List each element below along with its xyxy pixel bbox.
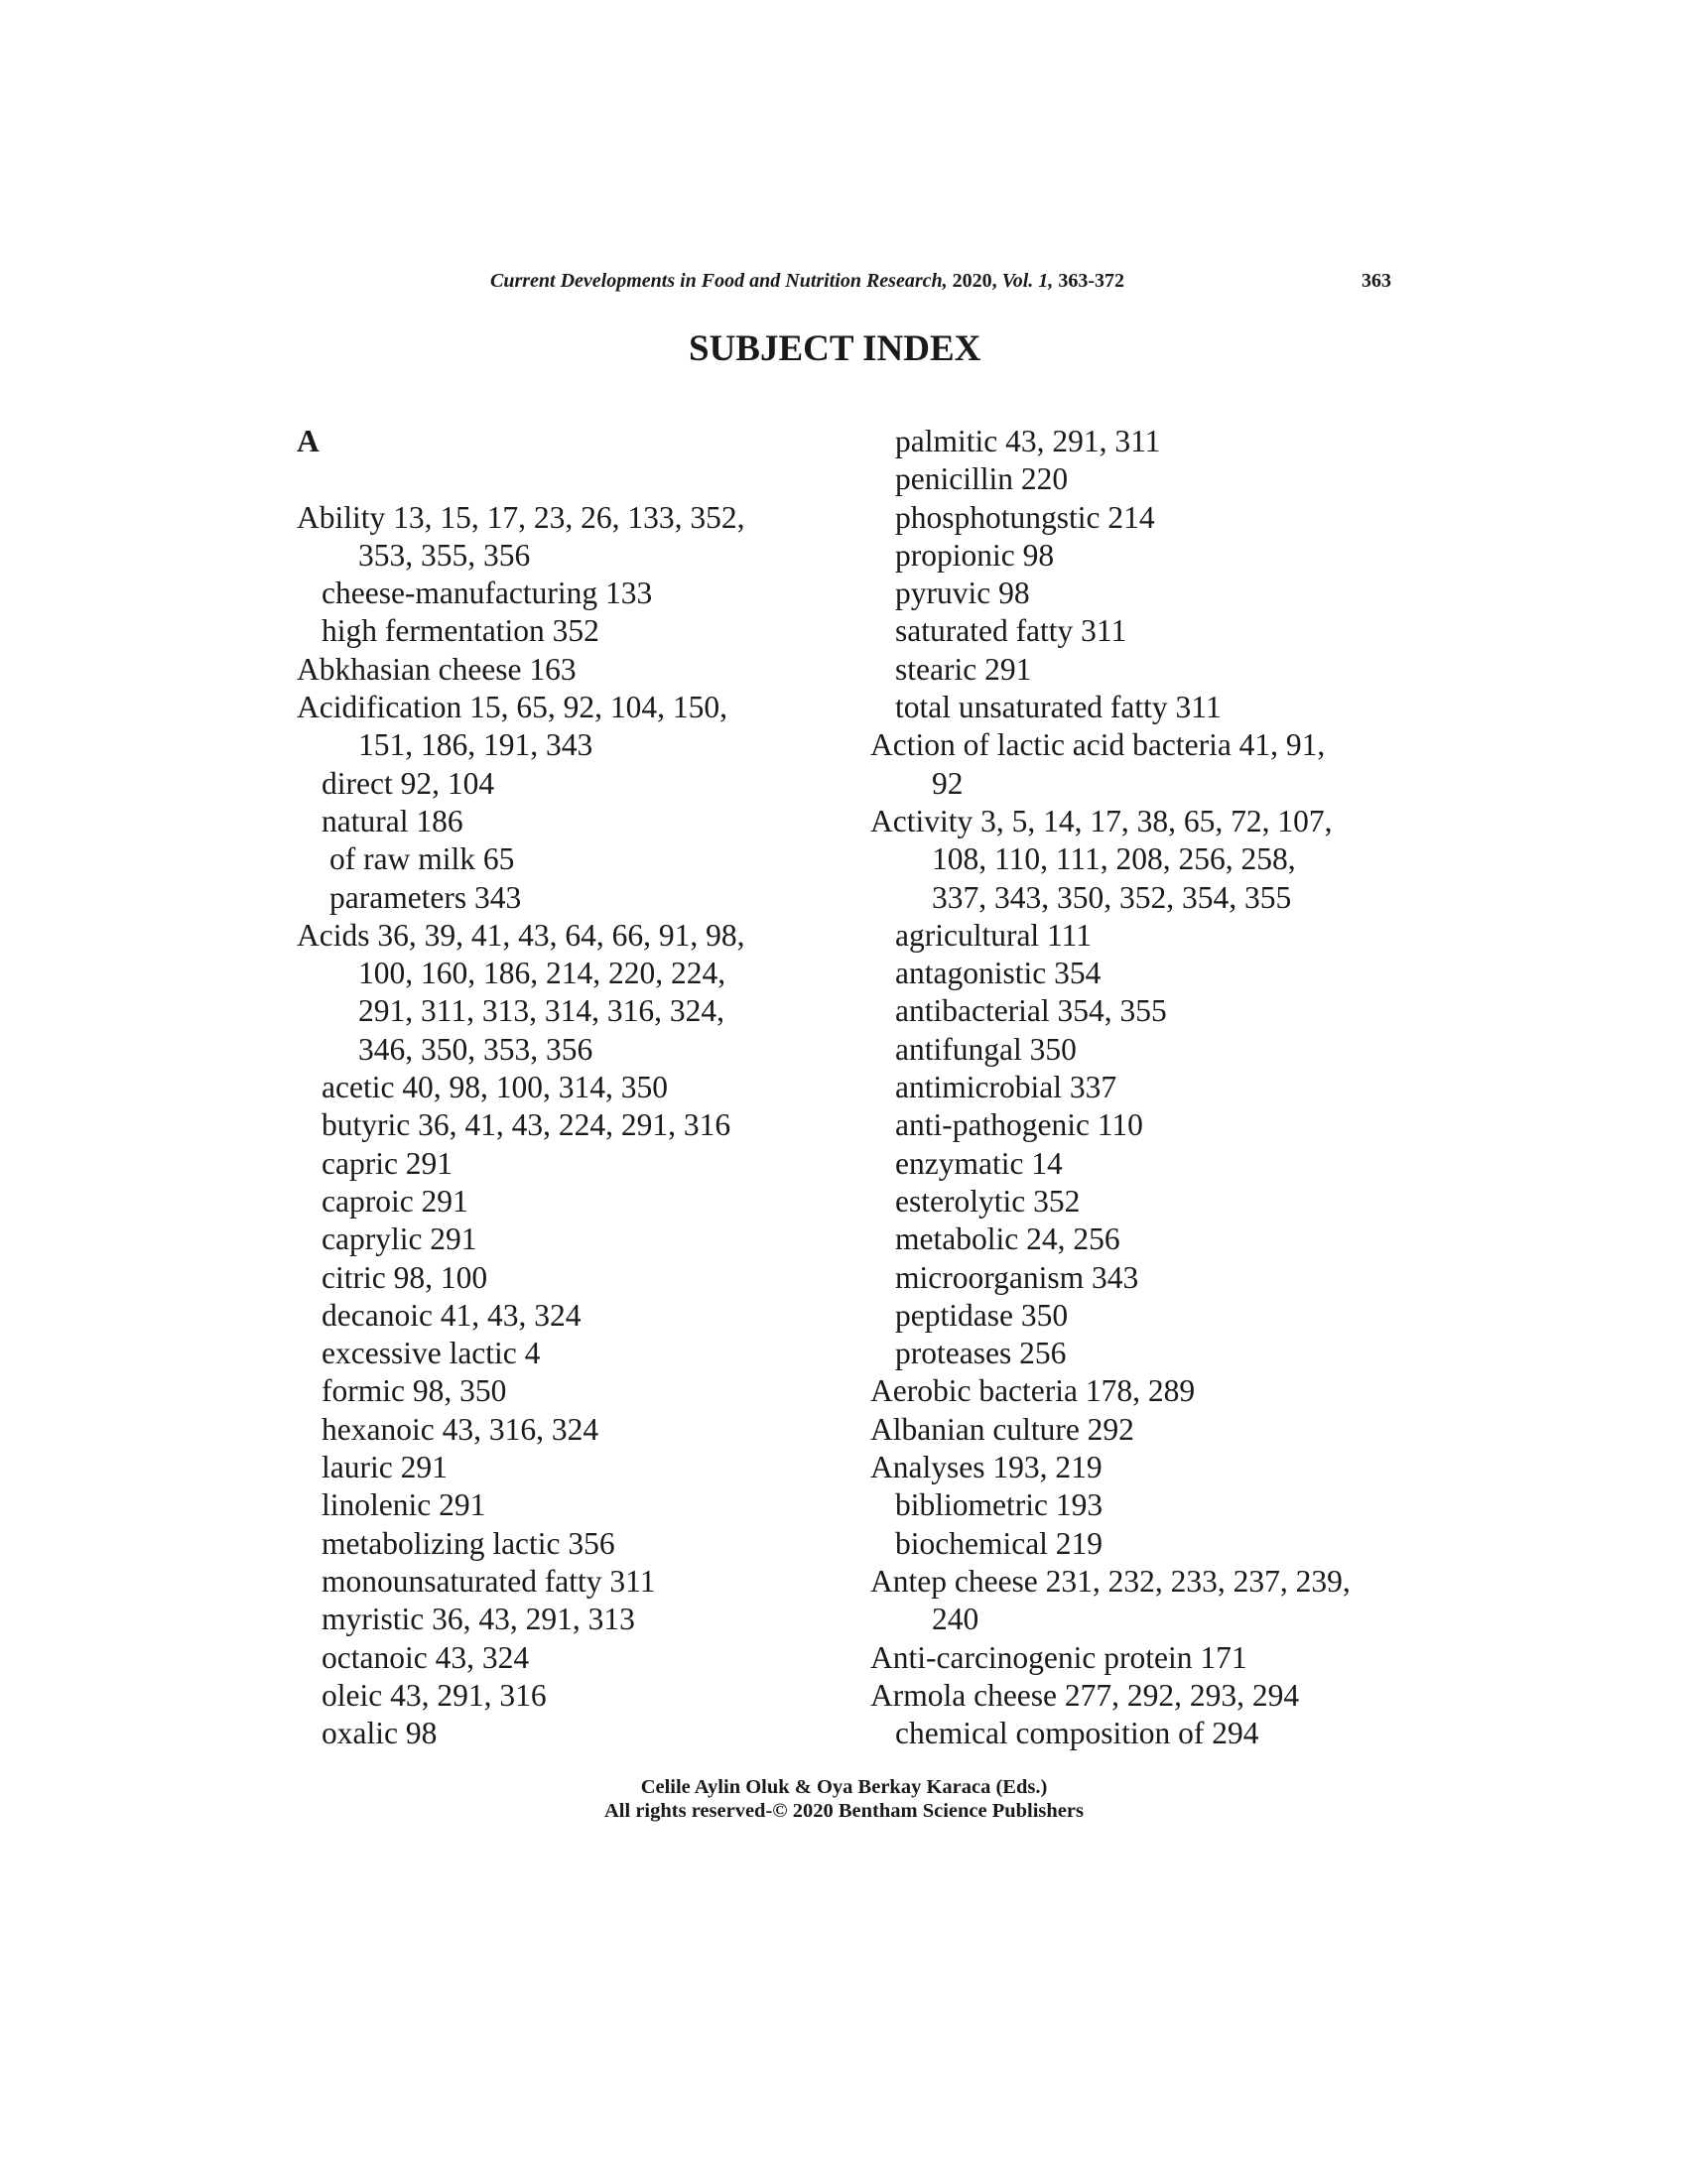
index-entry: Albanian culture 292 — [870, 1411, 1134, 1447]
index-subentry: 337, 343, 350, 352, 354, 355 — [932, 879, 1292, 915]
index-entry: Analyses 193, 219 — [870, 1450, 1103, 1485]
index-subentry: octanoic 43, 324 — [322, 1639, 530, 1675]
index-subentry: 346, 350, 353, 356 — [358, 1031, 593, 1067]
index-subentry: chemical composition of 294 — [895, 1716, 1259, 1751]
year: 2020, — [952, 270, 997, 292]
index-subentry: oxalic 98 — [322, 1716, 438, 1751]
footer-copyright: All rights reserved-© 2020 Bentham Science Publishers — [604, 1800, 1084, 1822]
index-subentry: formic 98, 350 — [322, 1373, 507, 1409]
index-subentry: of raw milk 65 — [329, 841, 515, 877]
index-subentry: hexanoic 43, 316, 324 — [322, 1411, 599, 1447]
index-entry: Aerobic bacteria 178, 289 — [870, 1373, 1196, 1409]
index-subentry: lauric 291 — [322, 1450, 448, 1485]
page-range: 363-372 — [1058, 270, 1124, 292]
index-subentry: peptidase 350 — [895, 1297, 1069, 1333]
blank-line — [297, 460, 852, 498]
index-subentry: caproic 291 — [322, 1183, 468, 1219]
index-subentry: antibacterial 354, 355 — [895, 993, 1167, 1029]
index-entry: Anti-carcinogenic protein 171 — [870, 1639, 1247, 1675]
index-entry: Acids 36, 39, 41, 43, 64, 66, 91, 98, — [297, 917, 745, 953]
index-subentry: excessive lactic 4 — [322, 1336, 541, 1371]
index-subentry: antifungal 350 — [895, 1031, 1077, 1067]
index-subentry: 240 — [932, 1602, 979, 1637]
index-subentry: natural 186 — [322, 803, 463, 838]
index-subentry: 92 — [932, 765, 964, 801]
index-subentry: metabolizing lactic 356 — [322, 1525, 615, 1561]
running-head — [490, 270, 1124, 293]
index-subentry: monounsaturated fatty 311 — [322, 1563, 656, 1599]
index-subentry: phosphotungstic 214 — [895, 499, 1155, 535]
index-subentry: enzymatic 14 — [895, 1145, 1063, 1181]
journal-title: Current Developments in Food and Nutrition Research, — [490, 270, 948, 292]
index-subentry: high fermentation 352 — [322, 613, 599, 649]
index-entry: Activity 3, 5, 14, 17, 38, 65, 72, 107, — [870, 803, 1333, 838]
index-subentry: oleic 43, 291, 316 — [322, 1677, 547, 1713]
index-subentry: parameters 343 — [329, 879, 522, 915]
index-subentry: propionic 98 — [895, 537, 1055, 573]
index-subentry: bibliometric 193 — [895, 1487, 1104, 1523]
index-subentry: palmitic 43, 291, 311 — [895, 424, 1161, 458]
index-subentry: esterolytic 352 — [895, 1183, 1081, 1219]
index-entry: Action of lactic acid bacteria 41, 91, — [870, 727, 1326, 763]
index-subentry: total unsaturated fatty 311 — [895, 690, 1222, 725]
index-entry: Ability 13, 15, 17, 23, 26, 133, 352, — [297, 499, 745, 535]
index-subentry: linolenic 291 — [322, 1487, 486, 1523]
index-subentry: 100, 160, 186, 214, 220, 224, — [358, 956, 726, 991]
index-subentry: stearic 291 — [895, 651, 1032, 687]
index-subentry: 151, 186, 191, 343 — [358, 727, 593, 763]
index-column-left — [297, 423, 852, 1752]
index-subentry: biochemical 219 — [895, 1525, 1104, 1561]
index-subentry: citric 98, 100 — [322, 1259, 488, 1295]
index-subentry: butyric 36, 41, 43, 224, 291, 316 — [322, 1107, 731, 1143]
index-subentry: saturated fatty 311 — [895, 613, 1127, 649]
index-column-right — [870, 423, 1426, 1752]
index-subentry: microorganism 343 — [895, 1259, 1139, 1295]
footer-editors: Celile Aylin Oluk & Oya Berkay Karaca (Eds.) — [640, 1776, 1048, 1798]
index-subentry: pyruvic 98 — [895, 576, 1030, 611]
index-subentry: 291, 311, 313, 314, 316, 324, — [358, 993, 724, 1029]
volume: Vol. 1, — [1001, 270, 1054, 292]
index-subentry: caprylic 291 — [322, 1221, 477, 1257]
index-entry: Armola cheese 277, 292, 293, 294 — [870, 1677, 1300, 1713]
index-subentry: antimicrobial 337 — [895, 1070, 1117, 1105]
page-number: 363 — [1362, 270, 1391, 292]
index-subentry: decanoic 41, 43, 324 — [322, 1297, 582, 1333]
index-entry: Acidification 15, 65, 92, 104, 150, — [297, 690, 727, 725]
index-subentry: penicillin 220 — [895, 461, 1069, 497]
index-subentry: agricultural 111 — [895, 917, 1092, 953]
index-subentry: myristic 36, 43, 291, 313 — [322, 1602, 635, 1637]
index-subentry: capric 291 — [322, 1145, 454, 1181]
index-subentry: 108, 110, 111, 208, 256, 258, — [932, 841, 1296, 877]
page-title-text: SUBJECT INDEX — [689, 328, 981, 369]
index-entry: Abkhasian cheese 163 — [297, 651, 577, 687]
index-subentry: antagonistic 354 — [895, 956, 1102, 991]
index-subentry: acetic 40, 98, 100, 314, 350 — [322, 1070, 669, 1105]
index-subentry: 353, 355, 356 — [358, 537, 531, 573]
index-subentry: metabolic 24, 256 — [895, 1221, 1120, 1257]
index-subentry: proteases 256 — [895, 1336, 1067, 1371]
section-letter: A — [297, 424, 320, 458]
index-subentry: anti-pathogenic 110 — [895, 1107, 1143, 1143]
index-subentry: direct 92, 104 — [322, 765, 495, 801]
index-entry: Antep cheese 231, 232, 233, 237, 239, — [870, 1563, 1351, 1599]
index-subentry: cheese-manufacturing 133 — [322, 576, 653, 611]
